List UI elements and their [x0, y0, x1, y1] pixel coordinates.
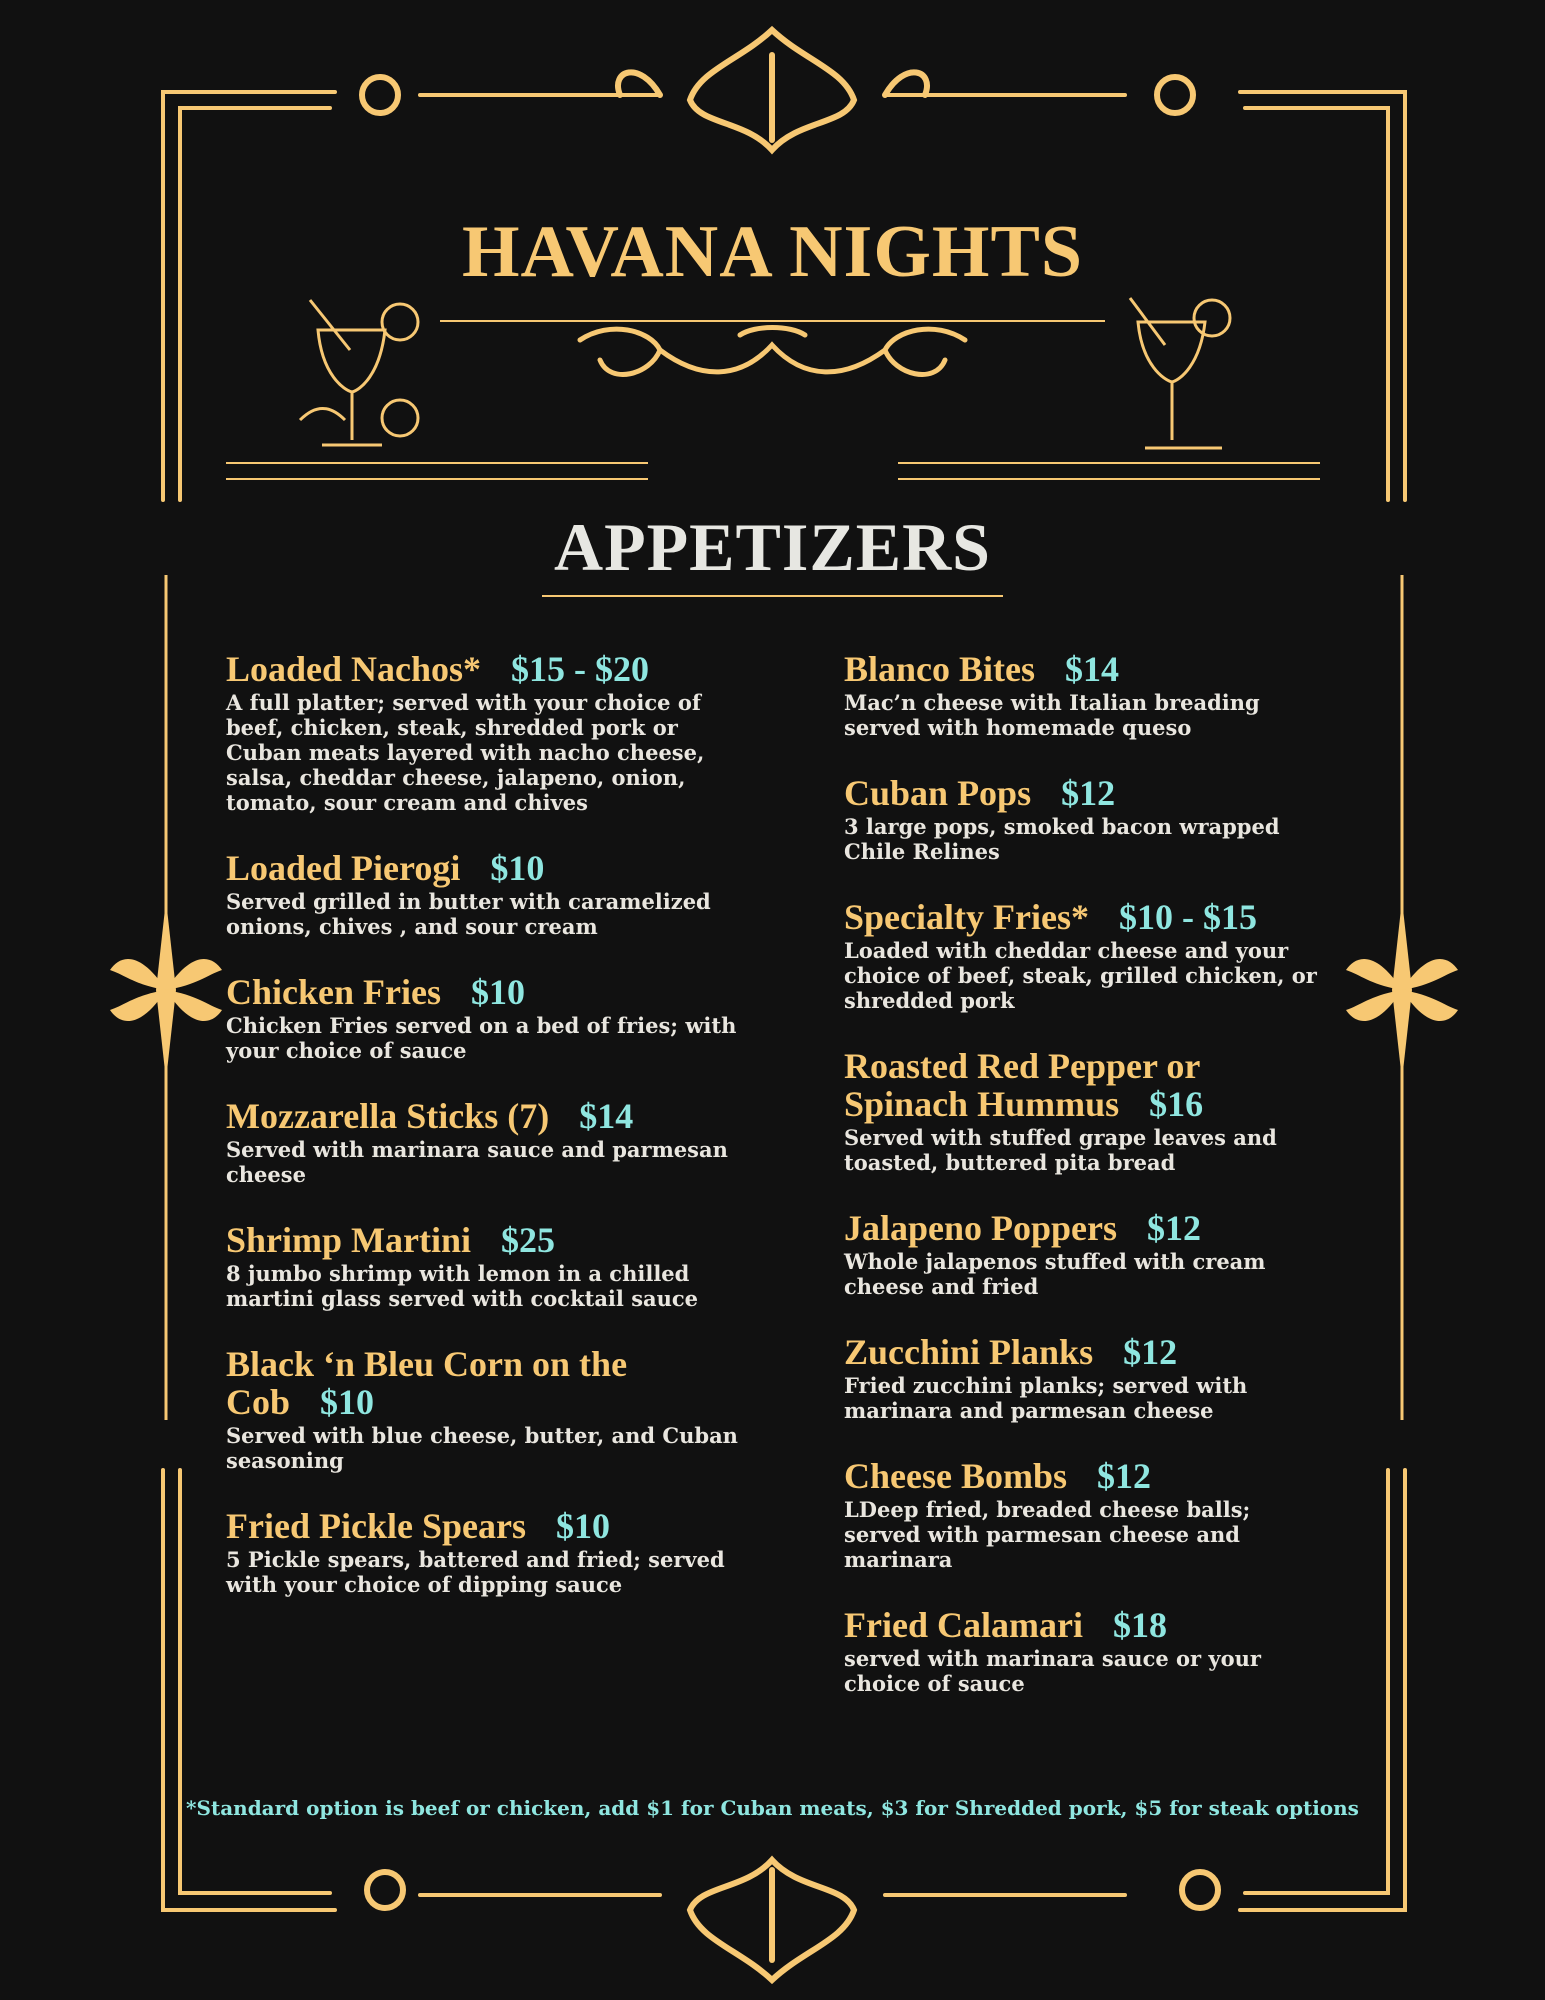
item-description: A full platter; served with your choice of beef, chicken, steak, shredded pork or Cuban meats layered with nacho cheese, salsa, cheddar cheese, jalapeno, onion, tomato, sour cream and chives — [226, 690, 705, 815]
item-name: Black ‘n Bleu Corn on the Cob — [226, 1344, 628, 1422]
item-description: 3 large pops, smoked bacon wrapped Chile Relines — [844, 814, 1280, 864]
footnote: *Standard option is beef or chicken, add $1 for Cuban meats, $3 for Shredded pork, $5 for steak options — [186, 1796, 1359, 1820]
item-name: Loaded Nachos* — [226, 649, 482, 689]
item-name: Cuban Pops — [844, 773, 1032, 813]
item-price: $15 - $20 — [511, 649, 650, 689]
item-price: $12 — [1147, 1208, 1202, 1248]
item-name: Roasted Red Pepper or Spinach Hummus — [844, 1046, 1200, 1124]
menu-item — [844, 1457, 1324, 1572]
item-name: Loaded Pierogi — [226, 848, 461, 888]
item-description: 5 Pickle spears, battered and fried; served with your choice of dipping sauce — [226, 1547, 725, 1597]
item-price: $14 — [1065, 649, 1120, 689]
item-price: $25 — [501, 1220, 556, 1260]
item-price: $12 — [1061, 773, 1116, 813]
left-side-ornament-icon — [110, 900, 222, 1080]
item-description: 8 jumbo shrimp with lemon in a chilled martini glass served with cocktail sauce — [226, 1261, 699, 1311]
item-price: $10 - $15 — [1118, 897, 1257, 937]
item-name: Shrimp Martini — [226, 1220, 472, 1260]
menu-item — [226, 849, 746, 939]
item-price: $10 — [470, 972, 525, 1012]
menu-item — [844, 774, 1324, 864]
item-description: Served with stuffed grape leaves and toasted, buttered pita bread — [844, 1125, 1277, 1175]
menu-item — [226, 1097, 746, 1187]
item-price: $14 — [579, 1096, 634, 1136]
menu-item — [226, 1507, 746, 1597]
item-description: Fried zucchini planks; served with marinara and parmesan cheese — [844, 1373, 1248, 1423]
item-description: Loaded with cheddar cheese and your choice of beef, steak, grilled chicken, or shredded pork — [844, 938, 1317, 1013]
item-description: Served with blue cheese, butter, and Cuban seasoning — [226, 1423, 738, 1473]
item-price: $16 — [1149, 1084, 1204, 1124]
menu-item — [844, 898, 1324, 1013]
restaurant-title: HAVANA NIGHTS — [462, 211, 1083, 293]
item-description: Chicken Fries served on a bed of fries; with your choice of sauce — [226, 1013, 737, 1063]
menu-item — [226, 1221, 746, 1311]
menu-item — [844, 650, 1324, 740]
item-price: $12 — [1097, 1456, 1151, 1496]
menu-item — [226, 1345, 746, 1473]
title-flourish-icon — [580, 328, 965, 375]
item-name: Fried Pickle Spears — [226, 1506, 526, 1546]
menu-item — [226, 650, 746, 815]
item-name: Specialty Fries* — [844, 897, 1089, 937]
item-description: LDeep fried, breaded cheese balls; served with parmesan cheese and marinara — [844, 1497, 1251, 1572]
item-description: Served with marinara sauce and parmesan cheese — [226, 1137, 728, 1187]
menu-item — [844, 1209, 1324, 1299]
item-name: Blanco Bites — [844, 649, 1036, 689]
section-title: APPETIZERS — [554, 509, 991, 585]
menu-item — [844, 1333, 1324, 1423]
item-price: $12 — [1123, 1332, 1178, 1372]
menu-item — [844, 1047, 1324, 1175]
bottom-ornament-icon — [367, 1860, 1218, 1980]
right-cocktail-icon — [1130, 298, 1230, 448]
item-name: Cheese Bombs — [844, 1456, 1067, 1496]
item-description: Mac’n cheese with Italian breading served with homemade queso — [844, 690, 1260, 740]
menu-item — [226, 973, 746, 1063]
item-price: $10 — [555, 1506, 610, 1546]
item-name: Mozzarella Sticks (7) — [226, 1096, 550, 1136]
menu-column-left — [226, 650, 746, 1631]
item-description: Served grilled in butter with caramelized onions, chives , and sour cream — [226, 889, 711, 939]
top-ornament-icon — [362, 30, 1193, 150]
item-name: Chicken Fries — [226, 972, 441, 1012]
item-description: served with marinara sauce or your choice of sauce — [844, 1646, 1261, 1696]
item-price: $10 — [490, 848, 545, 888]
item-name: Zucchini Planks — [844, 1332, 1094, 1372]
item-price: $18 — [1112, 1605, 1167, 1645]
item-description: Whole jalapenos stuffed with cream cheese and fried — [844, 1249, 1266, 1299]
item-price: $10 — [320, 1382, 375, 1422]
right-side-ornament-icon — [1346, 900, 1458, 1080]
left-cocktail-icon — [300, 300, 418, 445]
item-name: Jalapeno Poppers — [844, 1208, 1118, 1248]
menu-item — [844, 1606, 1324, 1696]
item-name: Fried Calamari — [844, 1605, 1083, 1645]
menu-column-right — [844, 650, 1324, 1730]
